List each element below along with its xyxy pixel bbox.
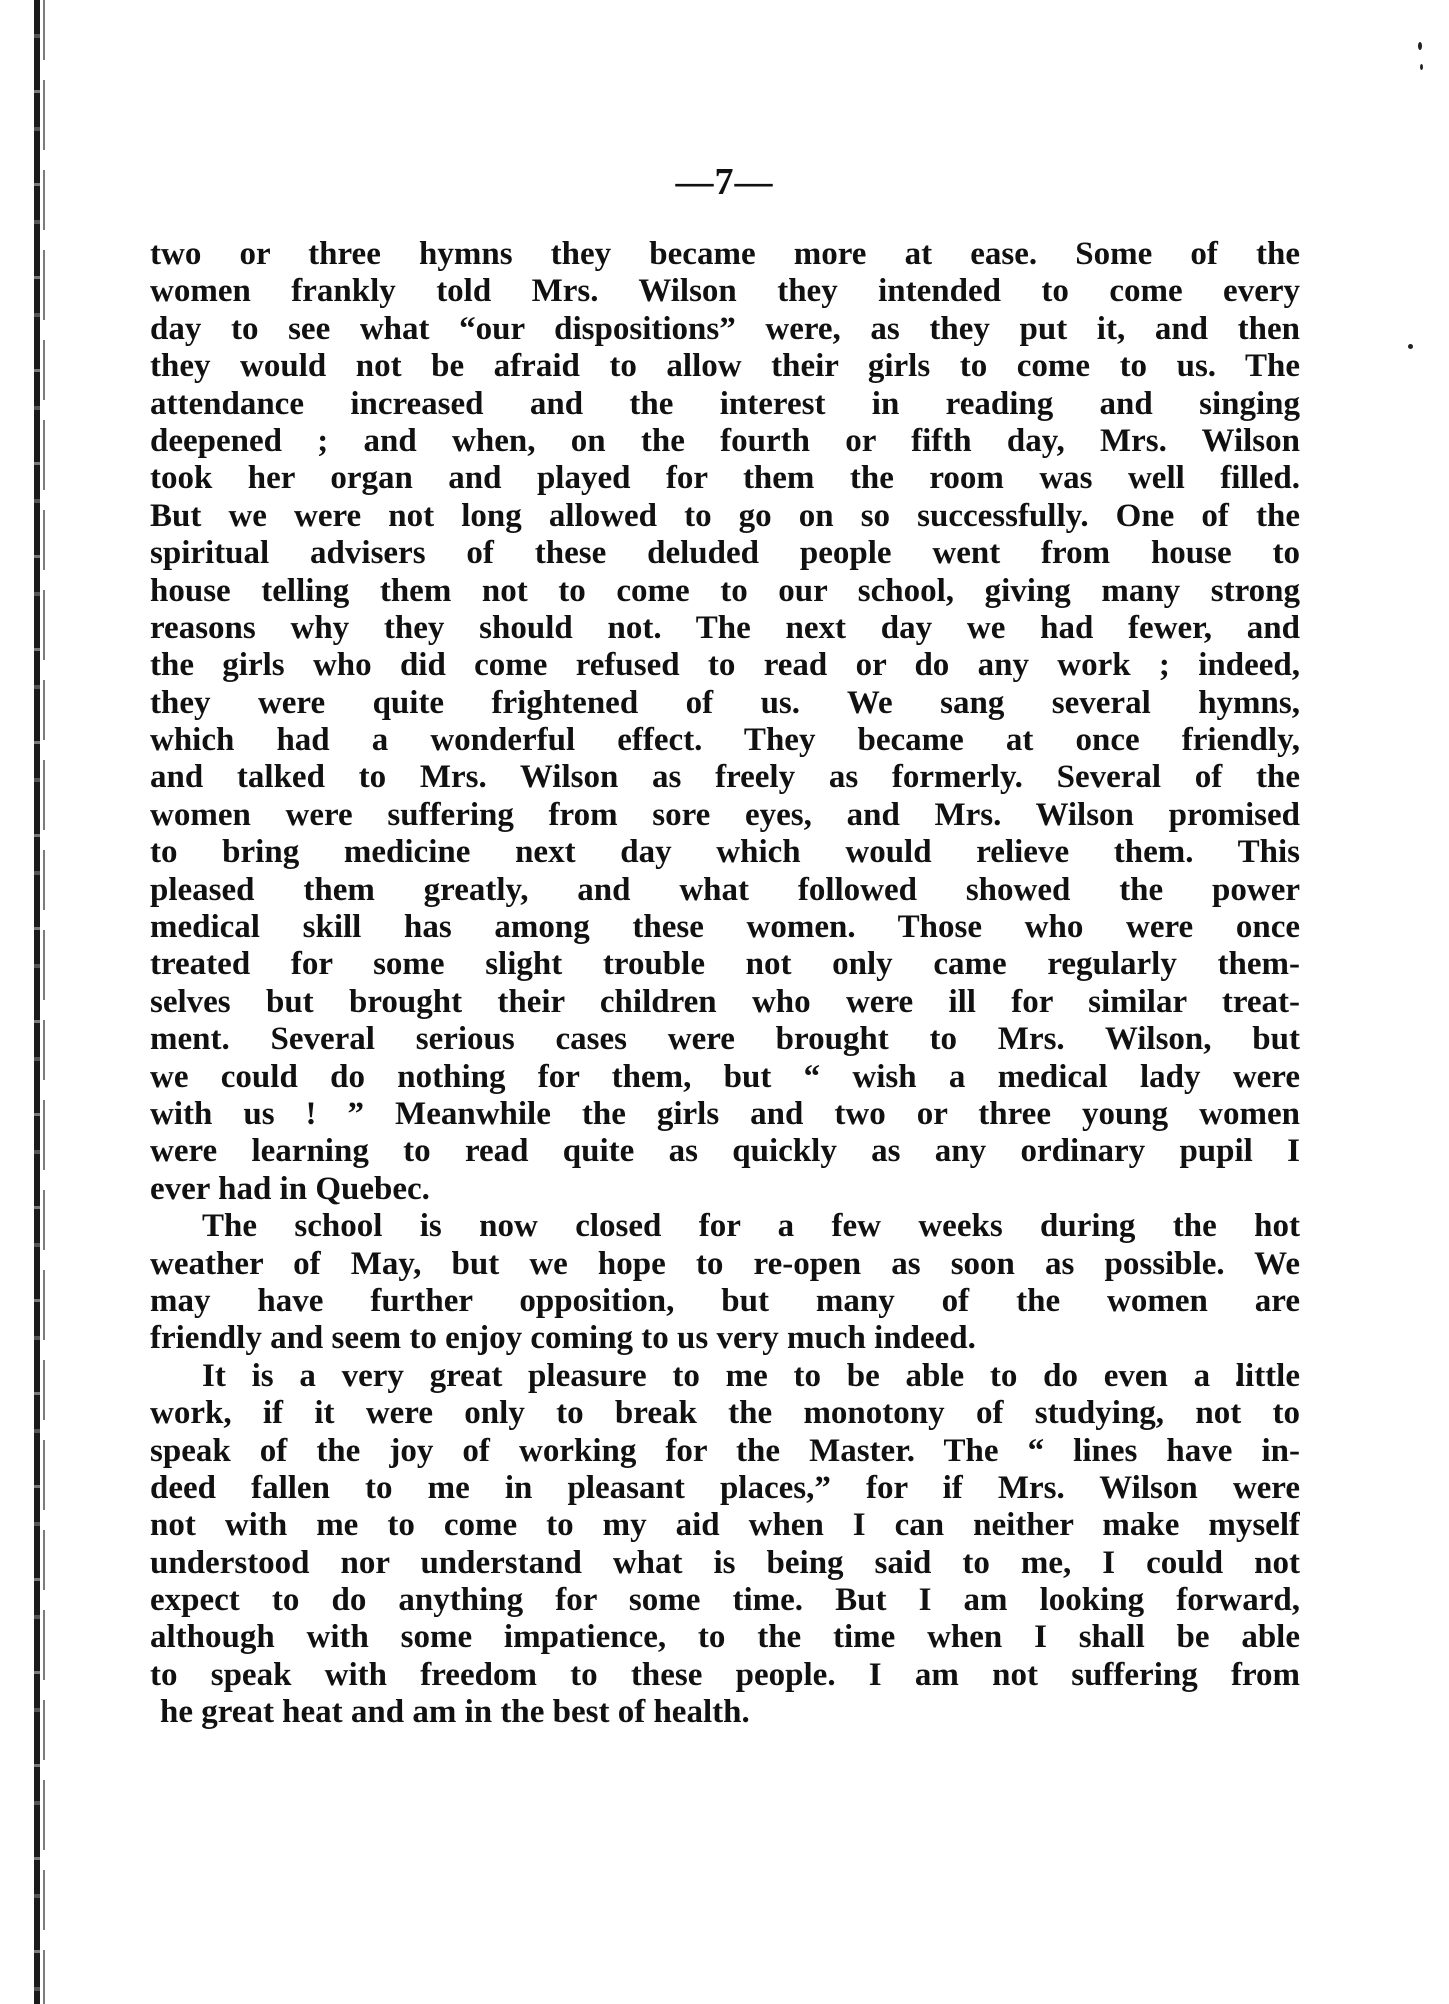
text-line: to speak with freedom to these people. I am not suffering from: [150, 1656, 1300, 1693]
text-line: But we were not long allowed to go on so successfully. One of the: [150, 497, 1300, 534]
text-line: reasons why they should not. The next day we had fewer, and: [150, 609, 1300, 646]
text-line: they would not be afraid to allow their girls to come to us. The: [150, 348, 1300, 385]
paragraph-end-line: ever had in Quebec.: [150, 1170, 430, 1207]
margin-speck: [1418, 42, 1422, 50]
paragraph-start-line: It is a very great pleasure to me to be able to do even a little: [202, 1357, 1300, 1394]
body-text: [150, 236, 1300, 1732]
margin-speck: [1408, 344, 1413, 349]
text-line: we could do nothing for them, but “ wish a medical lady were: [150, 1058, 1300, 1095]
text-line: although with some impatience, to the time when I shall be able: [150, 1619, 1300, 1656]
text-line: not with me to come to my aid when I can neither make myself: [150, 1507, 1300, 1544]
text-line: spiritual advisers of these deluded people went from house to: [150, 535, 1300, 572]
text-line: medical skill has among these women. Those who were once: [150, 909, 1300, 946]
text-line: speak of the joy of working for the Master. The “ lines have in-: [150, 1432, 1300, 1469]
text-line: pleased them greatly, and what followed showed the power: [150, 871, 1300, 908]
text-line: ment. Several serious cases were brought to Mrs. Wilson, but: [150, 1021, 1300, 1058]
text-line: deed fallen to me in pleasant places,” for if Mrs. Wilson were: [150, 1469, 1300, 1506]
text-line: expect to do anything for some time. But I am looking forward,: [150, 1582, 1300, 1619]
text-line: they were quite frightened of us. We sang several hymns,: [150, 684, 1300, 721]
text-line: weather of May, but we hope to re-open as soon as possible. We: [150, 1245, 1300, 1282]
text-line: were learning to read quite as quickly as any ordinary pupil I: [150, 1133, 1300, 1170]
text-line: attendance increased and the interest in reading and singing: [150, 385, 1300, 422]
text-line: women were suffering from sore eyes, and Mrs. Wilson promised: [150, 796, 1300, 833]
text-line: women frankly told Mrs. Wilson they intended to come every: [150, 273, 1300, 310]
text-line: two or three hymns they became more at ease. Some of the: [150, 236, 1300, 272]
paragraph-end-line: he great heat and am in the best of health.: [160, 1694, 750, 1731]
text-line: to bring medicine next day which would relieve them. This: [150, 834, 1300, 871]
page-binding-shadow: [43, 0, 45, 2004]
text-line: treated for some slight trouble not only came regularly them-: [150, 946, 1300, 983]
text-line: deepened ; and when, on the fourth or fifth day, Mrs. Wilson: [150, 422, 1300, 459]
page-number: —7—: [675, 161, 774, 203]
text-line: took her organ and played for them the room was well filled.: [150, 460, 1300, 497]
text-line: the girls who did come refused to read or do any work ; indeed,: [150, 647, 1300, 684]
text-line: day to see what “our dispositions” were, as they put it, and then: [150, 310, 1300, 347]
text-line: which had a wonderful effect. They became at once friendly,: [150, 722, 1300, 759]
text-line: with us ! ” Meanwhile the girls and two or three young women: [150, 1095, 1300, 1132]
text-line: understood nor understand what is being said to me, I could not: [150, 1544, 1300, 1581]
text-line: and talked to Mrs. Wilson as freely as formerly. Several of the: [150, 759, 1300, 796]
paragraph-start-line: The school is now closed for a few weeks during the hot: [202, 1208, 1300, 1245]
margin-speck: [1420, 64, 1423, 70]
text-line: house telling them not to come to our school, giving many strong: [150, 572, 1300, 609]
paragraph-end-line: friendly and seem to enjoy coming to us very much indeed.: [150, 1320, 976, 1357]
text-line: selves but brought their children who were ill for similar treat-: [150, 983, 1300, 1020]
page-binding-edge: [34, 0, 40, 2004]
text-line: may have further opposition, but many of the women are: [150, 1282, 1300, 1319]
text-line: work, if it were only to break the monotony of studying, not to: [150, 1395, 1300, 1432]
